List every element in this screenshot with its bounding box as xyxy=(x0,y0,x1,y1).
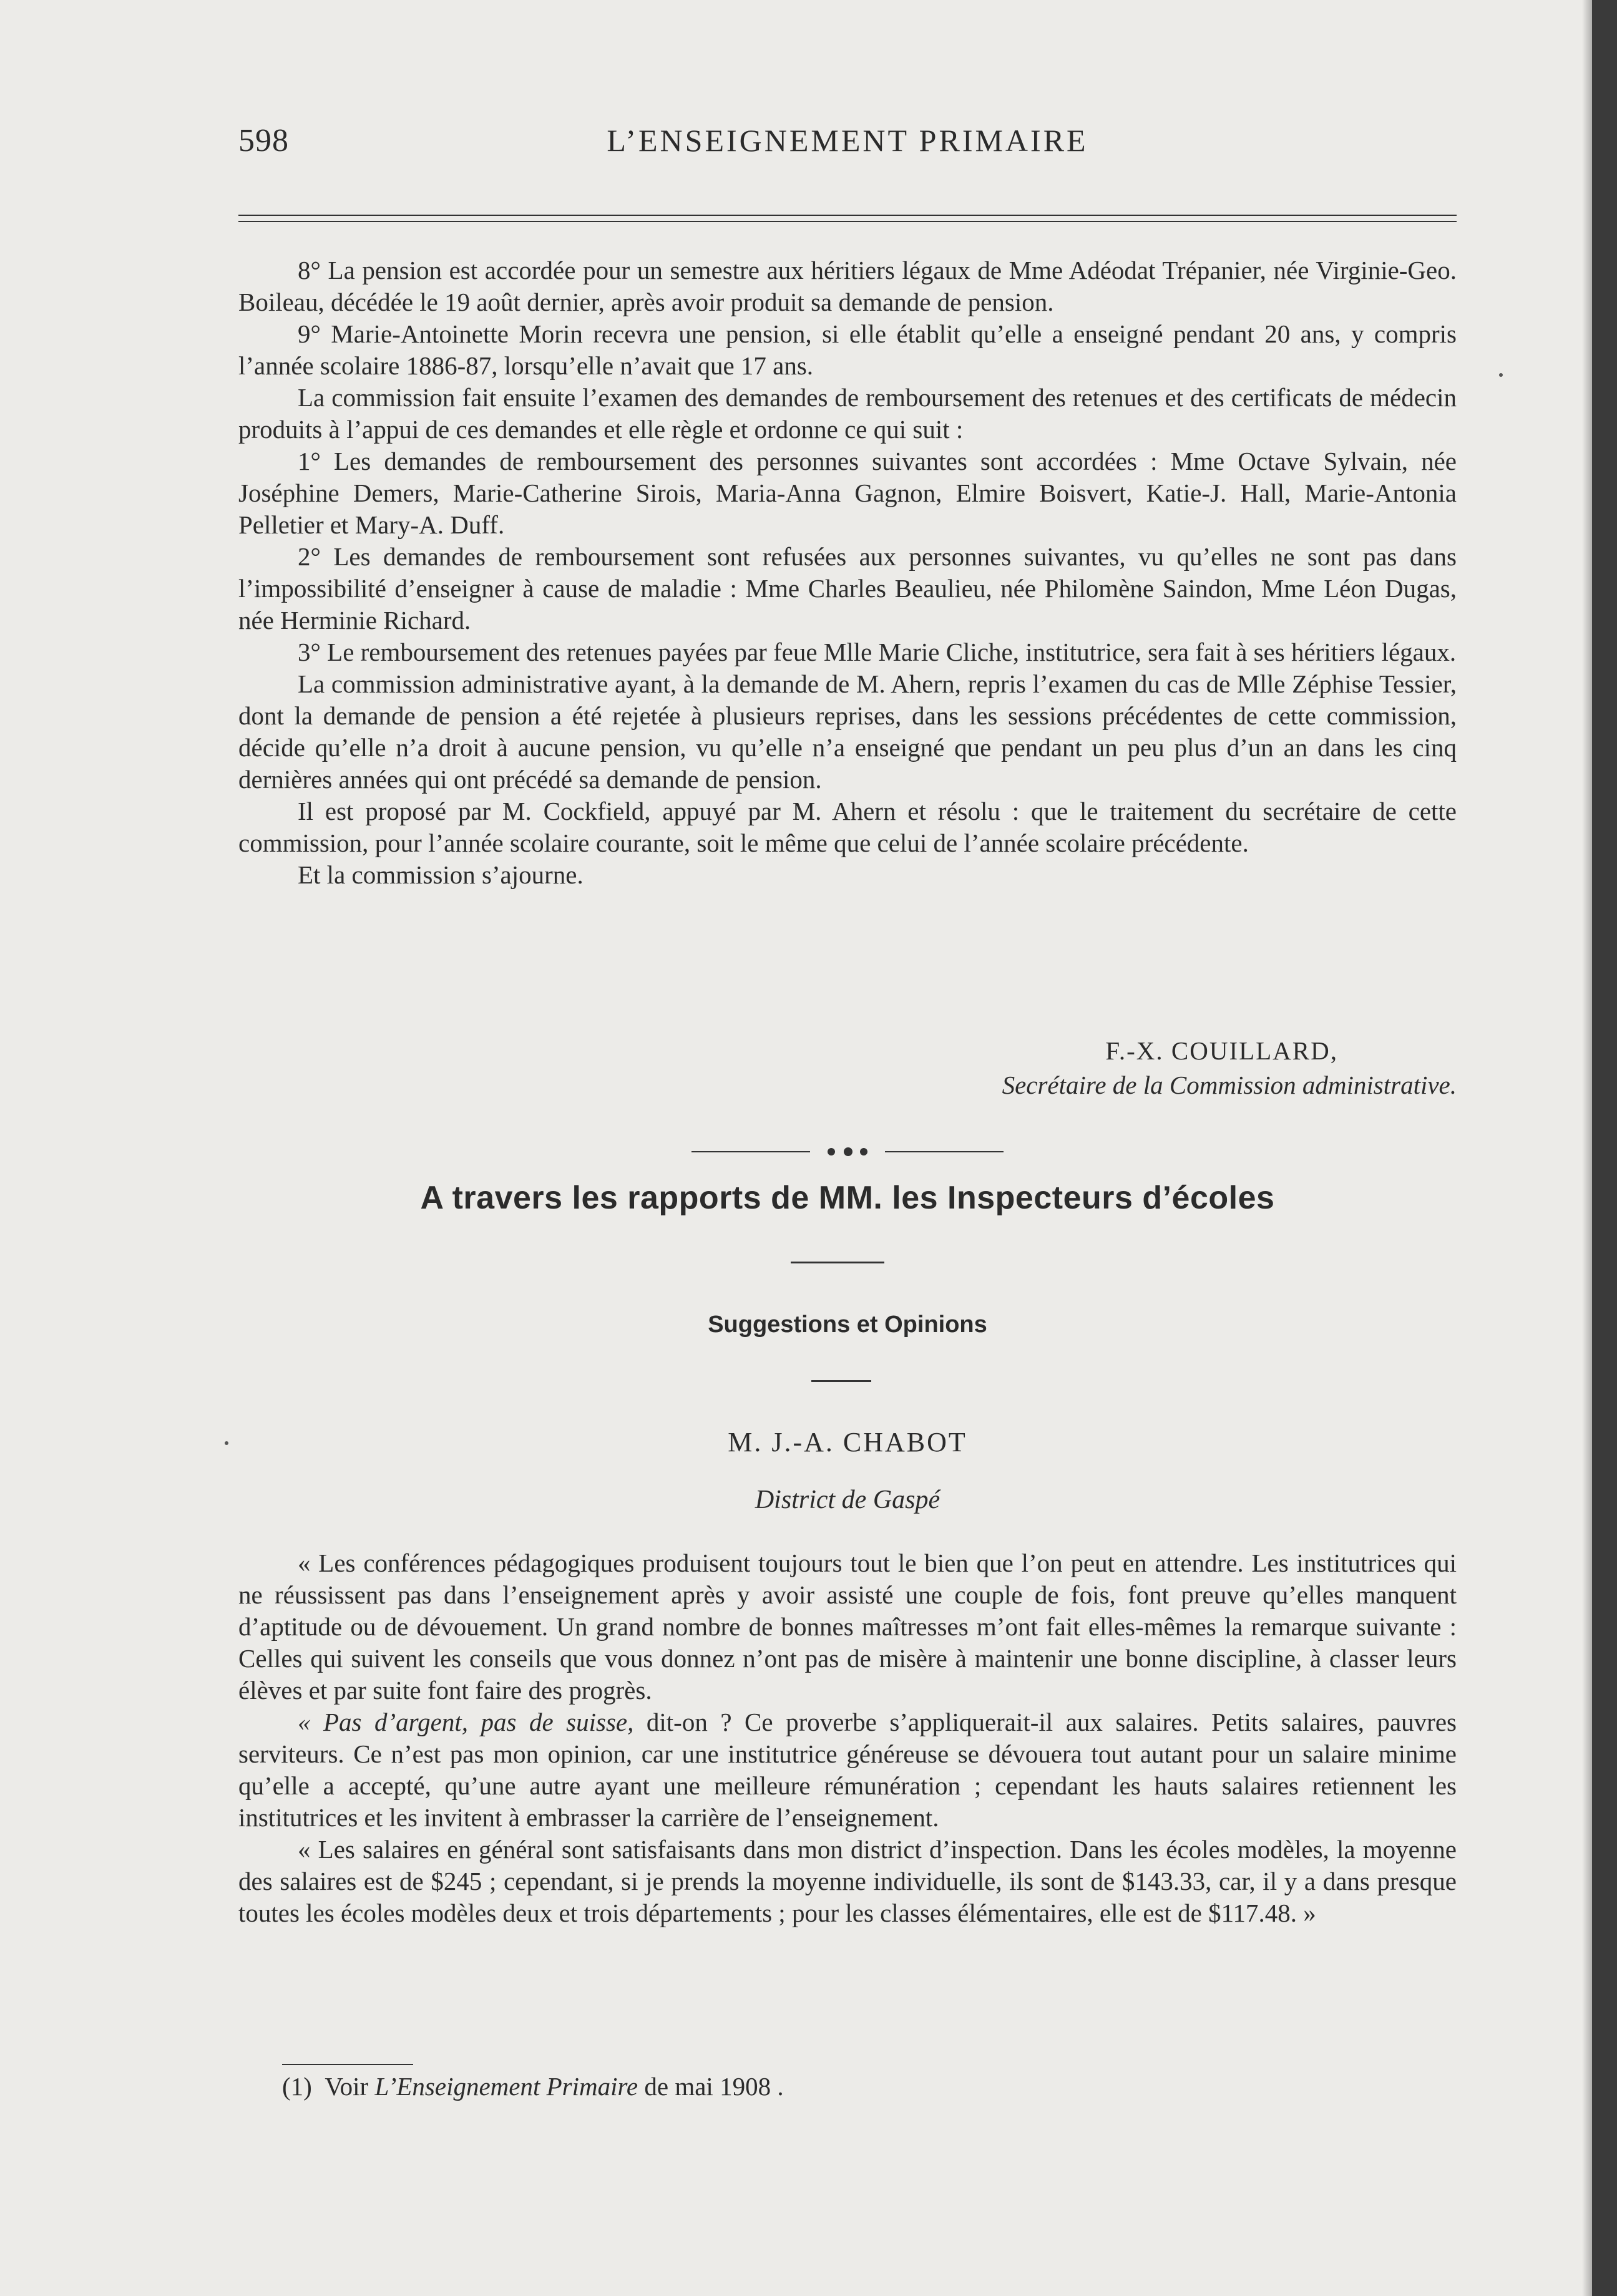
print-speck xyxy=(1499,373,1503,377)
page-number: 598 xyxy=(238,123,289,158)
section-ornament xyxy=(691,1146,1004,1158)
section-rule xyxy=(791,1262,884,1263)
subsection-title: Suggestions et Opinions xyxy=(708,1311,987,1338)
print-speck xyxy=(225,1441,228,1445)
running-head xyxy=(238,122,1457,166)
header-rule xyxy=(238,221,1457,222)
inspector-name: M. J.-A. CHABOT xyxy=(728,1427,967,1457)
section-title: A travers les rapports de MM. les Inspecteurs d’écoles xyxy=(420,1180,1275,1216)
footnote-marker: (1) xyxy=(282,2072,312,2101)
minutes-text xyxy=(238,255,1457,891)
minutes-paragraph: La commission fait ensuite l’examen des demandes de remboursement des retenues et des certificats de médecin produits à l’appui de ces demandes et elle règle et ordonne ce qui suit : xyxy=(238,383,1457,444)
footnote-rule xyxy=(282,2064,413,2065)
page-edge xyxy=(1592,0,1617,2296)
journal-title: L’ENSEIGNEMENT PRIMAIRE xyxy=(607,123,1088,158)
minutes-paragraph: 9° Marie-Antoinette Morin recevra une pension, si elle établit qu’elle a enseigné pendant 20 ans, y compris l’année scolaire 1886-87, lorsqu’elle n’avait que 17 ans. xyxy=(238,319,1457,380)
footnote: (1) Voir L’Enseignement Primaire de mai 1908 . xyxy=(282,2072,784,2101)
minutes-paragraph: La commission administrative ayant, à la demande de M. Ahern, repris l’examen du cas de Mlle Zéphise Tessier, dont la demande de pension a été rejetée à plusieurs reprises, dans les sessions précédentes de cette commission, décide qu’elle n’a droit à aucune pension, vu qu’elle n’a enseigné que pendant un peu plus d’un an dans les cinq dernières années qui ont précédé sa demande de pension. xyxy=(238,669,1457,794)
footnote-title: L’Enseignement Primaire xyxy=(374,2072,638,2101)
minutes-paragraph: Il est proposé par M. Cockfield, appuyé par M. Ahern et résolu : que le traitement du secrétaire de cette commission, pour l’année scolaire courante, soit le même que celui de l’année scolaire précédente. xyxy=(238,797,1457,857)
minutes-paragraph: 8° La pension est accordée pour un semestre aux héritiers légaux de Mme Adéodat Trépanier, née Virginie-Geo. Boileau, décédée le 19 août dernier, après avoir produit sa demande de pension. xyxy=(238,256,1457,316)
minutes-paragraph: Et la commission s’ajourne. xyxy=(298,860,584,889)
report-paragraph: « Les conférences pédagogiques produisent toujours tout le bien que l’on peut en attendre. Les institutrices qui ne réussissent pas dans l’enseignement après y avoir assisté une couple de fois, font preuve qu’elles manquent d’aptitude ou de dévouement. Un grand nombre de bonnes maîtresses m’ont fait elles-mêmes la remarque suivante : Celles qui suivent les conseils que vous donnez n’ont pas de misère à maintenir une bonne discipline, à classer leurs élèves et par suite font faire des progrès. xyxy=(238,1549,1457,1705)
signature-role: Secrétaire de la Commission administrative. xyxy=(1002,1071,1457,1099)
subsection-rule xyxy=(811,1380,871,1382)
minutes-paragraph: 3° Le remboursement des retenues payées par feue Mlle Marie Cliche, institutrice, sera fait à ses héritiers légaux. xyxy=(298,638,1457,666)
inspector-report-text xyxy=(238,1547,1457,1929)
minutes-paragraph: 1° Les demandes de remboursement des personnes suivantes sont accordées : Mme Octave Sylvain, née Joséphine Demers, Marie-Catherine Sirois, Maria-Anna Gagnon, Elmire Boisvert, Katie-J. Hall, Marie-Antonia Pelletier et Mary-A. Duff. xyxy=(238,447,1457,539)
signature-name: F.-X. COUILLARD, xyxy=(1105,1036,1338,1065)
district-name: District de Gaspé xyxy=(755,1486,940,1514)
minutes-paragraph: 2° Les demandes de remboursement sont refusées aux personnes suivantes, vu qu’elles ne sont pas dans l’impossibilité d’enseigner à cause de maladie : Mme Charles Beaulieu, née Philomène Saindon, Mme Léon Dugas, née Herminie Richard. xyxy=(238,542,1457,635)
proverb: « Pas d’argent, pas de suisse, xyxy=(298,1708,634,1736)
report-paragraph: « Pas d’argent, pas de suisse, dit-on ? Ce proverbe s’appliquerait-il aux salaires. Petits salaires, pauvres serviteurs. Ce n’est pas mon opinion, car une institutrice généreuse se dévouera tout autant pour un salaire minime qu’elle a accepté, qu’une autre ayant une meilleure rémunération ; cependant les hauts salaires retiennent les institutrices et les invitent à embrasser la carrière de l’enseignement. xyxy=(238,1708,1457,1832)
report-paragraph: « Les salaires en général sont satisfaisants dans mon district d’inspection. Dans les écoles modèles, la moyenne des salaires est de $245 ; cependant, si je prends la moyenne individuelle, ils sont de $143.33, car, il y a dans presque toutes les écoles modèles deux et trois départements ; pour les classes élémentaires, elle est de $117.48. » xyxy=(238,1835,1457,1927)
header-rule xyxy=(238,215,1457,216)
